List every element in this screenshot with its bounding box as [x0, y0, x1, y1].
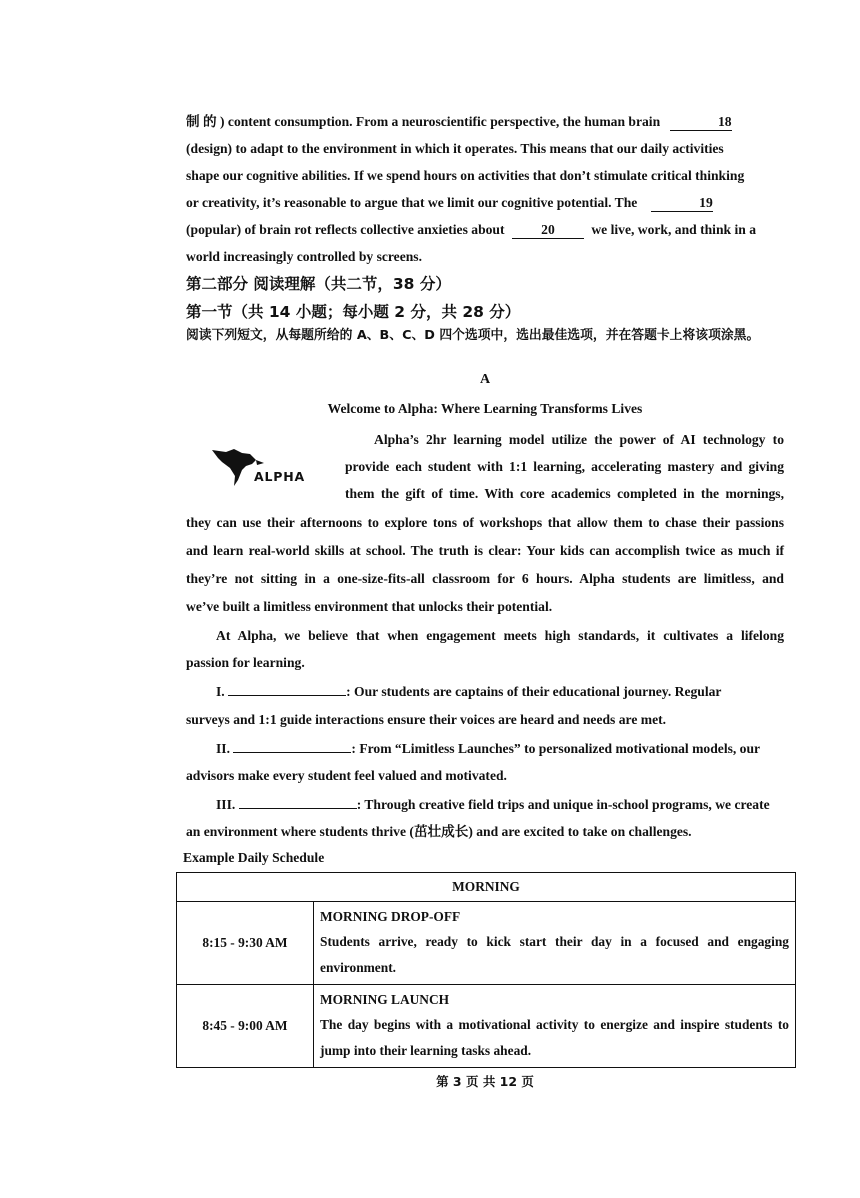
part-title: 第二部分 阅读理解（共二节，38 分）	[186, 275, 451, 293]
item-text: : Through creative field trips and unique in-school programs, we create	[356, 797, 770, 812]
list-item-cont: an environment where students thrive (茁壮成长) and are excited to take on challenges.	[186, 824, 692, 839]
item-number: III.	[216, 797, 236, 812]
list-item-cont: surveys and 1:1 guide interactions ensure their voices are heard and needs are met.	[186, 712, 667, 727]
item-number: I.	[216, 684, 225, 699]
passage-line: and learn real-world skills at school. The truth is clear: Your kids can accomplish twice as much if	[186, 543, 784, 558]
blank-number: 20	[541, 222, 555, 237]
cloze-line-4	[186, 189, 784, 216]
cloze-line-6: world increasingly controlled by screens.	[186, 249, 422, 264]
schedule-label: Example Daily Schedule	[183, 850, 325, 865]
list-item	[216, 678, 784, 705]
item-text: : Our students are captains of their educational journey. Regular	[346, 684, 722, 699]
page-number: 第 3 页 共 12 页	[436, 1074, 534, 1089]
event-title: MORNING DROP-OFF	[320, 909, 461, 924]
schedule-time: 8:15 - 9:30 AM	[177, 902, 314, 985]
logo-text: ALPHA	[254, 469, 305, 484]
table-row	[177, 985, 796, 1068]
passage-line: they can use their afternoons to explore tons of workshops that allow them to chase their passions	[186, 515, 784, 530]
blank-number: 18	[717, 114, 732, 129]
schedule-event	[314, 902, 796, 985]
passage-line: At Alpha, we believe that when engagement meets high standards, it cultivates a lifelong	[216, 628, 784, 643]
table-header: MORNING	[177, 873, 796, 902]
table-row	[177, 902, 796, 985]
blank-20	[512, 221, 584, 239]
cloze-text: (popular) of brain rot reflects collective anxieties about	[186, 222, 505, 237]
item-number: II.	[216, 741, 230, 756]
cloze-line-2: (design) to adapt to the environment in which it operates. This means that our daily activities	[186, 141, 724, 156]
passage-line: Alpha’s 2hr learning model utilize the power of AI technology to	[374, 432, 784, 447]
passage-line: provide each student with 1:1 learning, accelerating mastery and giving	[345, 459, 784, 474]
passage-line: we’ve built a limitless environment that unlocks their potential.	[186, 599, 553, 614]
list-item-cont: advisors make every student feel valued and motivated.	[186, 768, 507, 783]
passage-letter: A	[479, 372, 491, 387]
cloze-line-3: shape our cognitive abilities. If we spend hours on activities that don’t stimulate critical thinking	[186, 168, 745, 183]
instructions: 阅读下列短文，从每题所给的 A、B、C、D 四个选项中，选出最佳选项，并在答题卡上将该项涂黑。	[186, 328, 760, 343]
table-header-row	[177, 873, 796, 902]
cloze-text: we live, work, and think in a	[591, 222, 757, 237]
passage-line: they’re not sitting in a one-size-fits-all classroom for 6 hours. Alpha students are limitless, and	[186, 571, 784, 586]
answer-blank	[239, 794, 357, 809]
cloze-text: 制 的 ) content consumption. From a neuroscientific perspective, the human brain	[186, 114, 661, 129]
answer-blank	[233, 738, 351, 753]
blank-18	[670, 113, 732, 131]
cloze-line-1	[186, 108, 784, 135]
list-item	[216, 791, 784, 818]
list-item	[216, 735, 784, 762]
item-text: : From “Limitless Launches” to personalized motivational models, our	[351, 741, 761, 756]
sub-title: 第一节（共 14 小题；每小题 2 分，共 28 分）	[186, 303, 521, 321]
blank-19	[651, 194, 713, 212]
answer-blank	[228, 681, 346, 696]
passage-title: Welcome to Alpha: Where Learning Transforms Lives	[327, 401, 643, 416]
blank-number: 19	[699, 195, 713, 210]
cloze-line-5	[186, 216, 784, 243]
event-desc: The day begins with a motivational activity to energize and inspire students to jump into their learning tasks ahead.	[320, 1017, 789, 1058]
event-title: MORNING LAUNCH	[320, 992, 450, 1007]
alpha-logo	[212, 446, 322, 491]
schedule-time: 8:45 - 9:00 AM	[177, 985, 314, 1068]
passage-line: passion for learning.	[186, 655, 305, 670]
passage-line: them the gift of time. With core academics completed in the mornings,	[345, 486, 784, 501]
schedule-event	[314, 985, 796, 1068]
cloze-text: or creativity, it’s reasonable to argue that we limit our cognitive potential. The	[186, 195, 638, 210]
event-desc: Students arrive, ready to kick start their day in a focused and engaging environment.	[320, 934, 789, 975]
schedule-table	[176, 872, 796, 1068]
